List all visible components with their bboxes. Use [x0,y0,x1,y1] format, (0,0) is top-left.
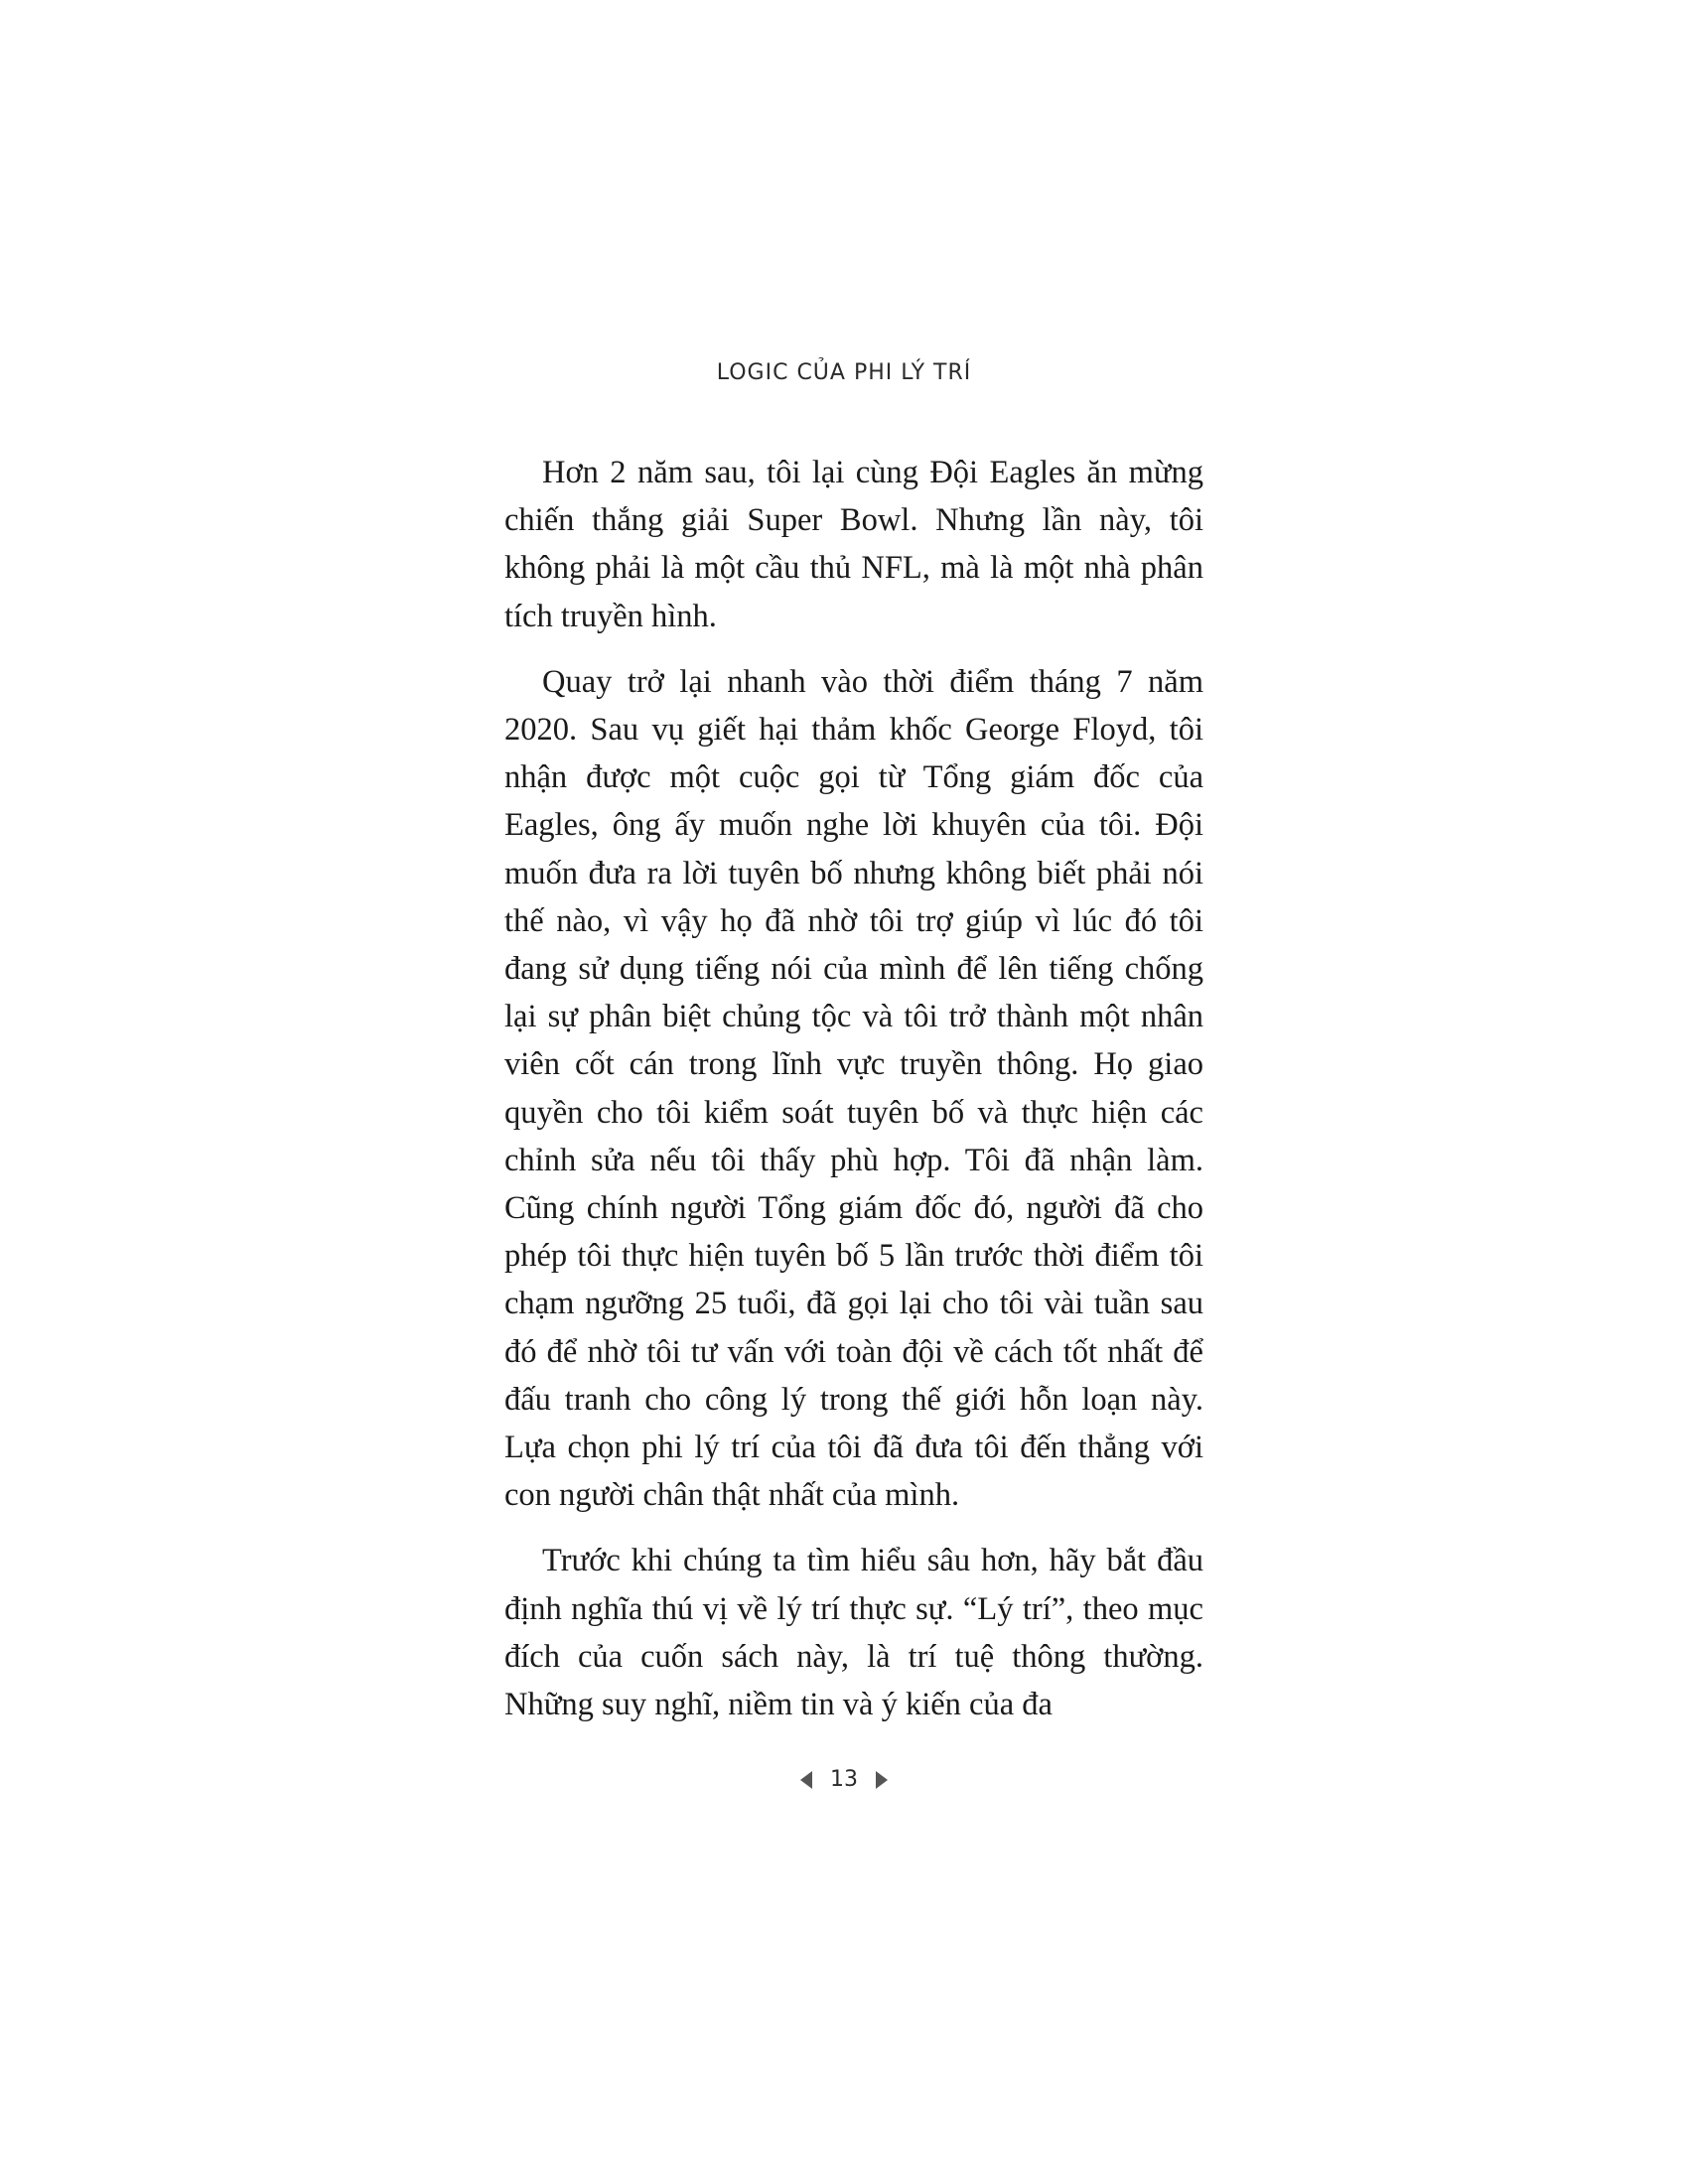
running-header: LOGIC CỦA PHI LÝ TRÍ [716,360,972,385]
body-text [504,449,1203,1746]
next-page-icon[interactable] [876,1771,888,1789]
paragraph-3: Trước khi chúng ta tìm hiểu sâu hơn, hãy bắt đầu định nghĩa thú vị về lý trí thực sự. “Lý trí”, theo mục đích của cuốn sách này, là trí tuệ thông thường. Những suy nghĩ, niềm tin và ý kiến của đa [504,1543,1203,1723]
previous-page-icon[interactable] [800,1771,812,1789]
page-number: 13 [830,1767,858,1792]
paragraph-2: Quay trở lại nhanh vào thời điểm tháng 7 năm 2020. Sau vụ giết hại thảm khốc George Floyd, tôi nhận được một cuộc gọi từ Tổng giám đốc của Eagles, ông ấy muốn nghe lời khuyên của tôi. Đội muốn đưa ra lời tuyên bố nhưng không biết phải nói thế nào, vì vậy họ đã nhờ tôi trợ giúp vì lúc đó tôi đang sử dụng tiếng nói của mình để lên tiếng chống lại sự phân biệt chủng tộc và tôi trở thành một nhân viên cốt cán trong lĩnh vực truyền thông. Họ giao quyền cho tôi kiểm soát tuyên bố và thực hiện các chỉnh sửa nếu tôi thấy phù hợp. Tôi đã nhận làm. Cũng chính người Tổng giám đốc đó, người đã cho phép tôi thực hiện tuyên bố 5 lần trước thời điểm tôi chạm ngưỡng 25 tuổi, đã gọi lại cho tôi vài tuần sau đó để nhờ tôi tư vấn với toàn đội về cách tốt nhất để đấu tranh cho công lý trong thế giới hỗn loạn này. Lựa chọn phi lý trí của tôi đã đưa tôi đến thẳng với con người chân thật nhất của mình. [504,663,1203,1514]
paragraph-1: Hơn 2 năm sau, tôi lại cùng Đội Eagles ăn mừng chiến thắng giải Super Bowl. Nhưng lần này, tôi không phải là một cầu thủ NFL, mà là một nhà phân tích truyền hình. [504,455,1203,634]
page-footer [0,1767,1688,1792]
